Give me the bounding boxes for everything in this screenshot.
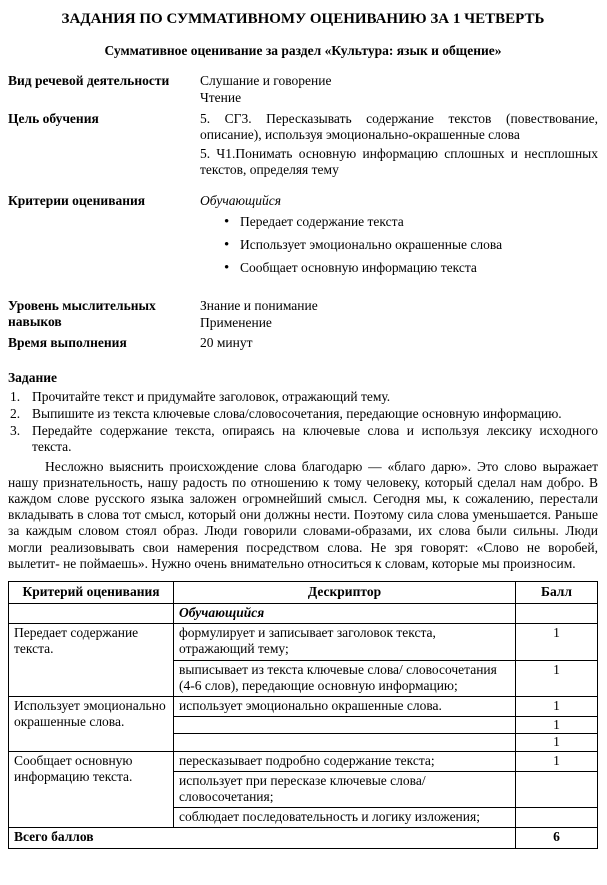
task-item: Выпишите из текста ключевые слова/словосочетания, передающие основную информацию. — [32, 406, 562, 421]
task-item: Прочитайте текст и придумайте заголовок, отражающий тему. — [32, 388, 391, 404]
task-item: Передайте содержание текста, опираясь на ключевые слова и используя лексику исходного текста. — [32, 423, 598, 455]
task-heading: Задание — [8, 369, 58, 385]
criteria-bullet-item: • Использует эмоционально окрашенные слова — [200, 237, 598, 253]
table-header-row — [9, 581, 598, 603]
info-value — [200, 193, 598, 283]
info-label: Время выполнения — [8, 335, 127, 351]
table-total-row — [9, 828, 598, 848]
info-value — [200, 335, 598, 351]
info-value-line: Применение — [200, 315, 272, 331]
info-value-line: Чтение — [200, 90, 242, 106]
descriptor-cell: выписывает из текста ключевые слова/ словосочетания (4-6 слов), передающие основную информацию; — [174, 660, 516, 696]
header-cell-score: Балл — [516, 581, 598, 603]
text-passage: Несложно выяснить происхождение слова благодарю — «благо дарю». Это слово выражает нашу признательность, нашу радость по отношению к тому человеку, который сделал нам добро. В каждом слове русского языка заложен огромнейший смысл. Сегодня мы, к сожалению, перестали вкладывать в слова тот смысл, который они должны нести. Поэтому сила слова уменьшается. Раньше за каждым словом стоял образ. Люди говорили словами-образами, их слова были сильны. Люди могли реализовывать свои намерения посредством слова. Не зря говорят: «Слово не воробей, вылетит- не поймаешь». Нужно очень внимательно относиться к словам, которые мы произносим. — [8, 458, 598, 571]
info-value-line: 20 минут — [200, 335, 253, 351]
descriptor-cell — [174, 717, 516, 734]
subheader-cell: Обучающийся — [174, 604, 516, 624]
criteria-bullet-list — [200, 214, 598, 277]
table-row — [9, 697, 598, 717]
criterion-cell: Передает содержание текста. — [9, 624, 174, 697]
descriptor-cell: использует при пересказе ключевые слова/словосочетания; — [174, 771, 516, 807]
descriptor-cell — [174, 734, 516, 751]
criterion-cell-empty — [9, 604, 174, 624]
info-value — [200, 73, 598, 106]
score-cell: 1 — [516, 717, 598, 734]
info-value — [200, 111, 598, 179]
info-label: Критерии оценивания — [8, 193, 146, 209]
score-cell: 1 — [516, 751, 598, 771]
table-row — [9, 751, 598, 771]
header-cell-criterion: Критерий оценивания — [9, 581, 174, 603]
info-value-line: 5. СГ3. Пересказывать содержание текстов (повествование, описание), используя эмоционально-окрашенные слова — [200, 110, 598, 142]
criteria-bullet-item: • Сообщает основную информацию текста — [200, 260, 598, 276]
score-cell — [516, 771, 598, 807]
table-row — [9, 624, 598, 660]
info-row-speech-activity — [8, 73, 598, 106]
score-cell: 1 — [516, 697, 598, 717]
descriptor-cell: пересказывает подробно содержание текста; — [174, 751, 516, 771]
document-title: ЗАДАНИЯ ПО СУММАТИВНОМУ ОЦЕНИВАНИЮ ЗА 1 ЧЕТВЕРТЬ — [61, 11, 545, 27]
info-label: Цель обучения — [8, 110, 99, 126]
task-list — [8, 389, 598, 456]
total-score-cell: 6 — [516, 828, 598, 848]
info-row-assessment-criteria — [8, 193, 598, 283]
total-label-cell: Всего баллов — [9, 828, 516, 848]
score-cell: 1 — [516, 734, 598, 751]
score-cell-empty — [516, 604, 598, 624]
info-row-time — [8, 335, 598, 351]
criterion-cell: Сообщает основную информацию текста. — [9, 751, 174, 828]
info-label: Вид речевой деятельности — [8, 73, 170, 89]
info-label: Уровень мыслительных навыков — [8, 298, 156, 330]
info-value-line: Знание и понимание — [200, 298, 318, 314]
score-cell — [516, 808, 598, 828]
header-cell-descriptor: Дескриптор — [174, 581, 516, 603]
info-value-line: 5. Ч1.Понимать основную информацию сплошных и несплошных текстов, определяя тему — [200, 145, 598, 178]
info-value — [200, 298, 598, 331]
criteria-bullet-item: • Передает содержание текста — [200, 214, 598, 230]
assessment-table — [8, 581, 598, 849]
info-row-thinking-skills — [8, 298, 598, 331]
score-cell: 1 — [516, 660, 598, 696]
info-value-line: Слушание и говорение — [200, 73, 332, 89]
document-subtitle: Суммативное оценивание за раздел «Культура: язык и общение» — [104, 43, 502, 58]
criterion-cell: Использует эмоционально окрашенные слова. — [9, 697, 174, 752]
descriptor-cell: использует эмоционально окрашенные слова. — [174, 697, 516, 717]
info-section — [8, 73, 598, 351]
score-cell: 1 — [516, 624, 598, 660]
info-row-learning-goal — [8, 111, 598, 179]
table-subheader-row — [9, 604, 598, 624]
descriptor-cell: формулирует и записывает заголовок текста, отражающий тему; — [174, 624, 516, 660]
criteria-intro: Обучающийся — [200, 193, 282, 209]
descriptor-cell: соблюдает последовательность и логику изложения; — [174, 808, 516, 828]
